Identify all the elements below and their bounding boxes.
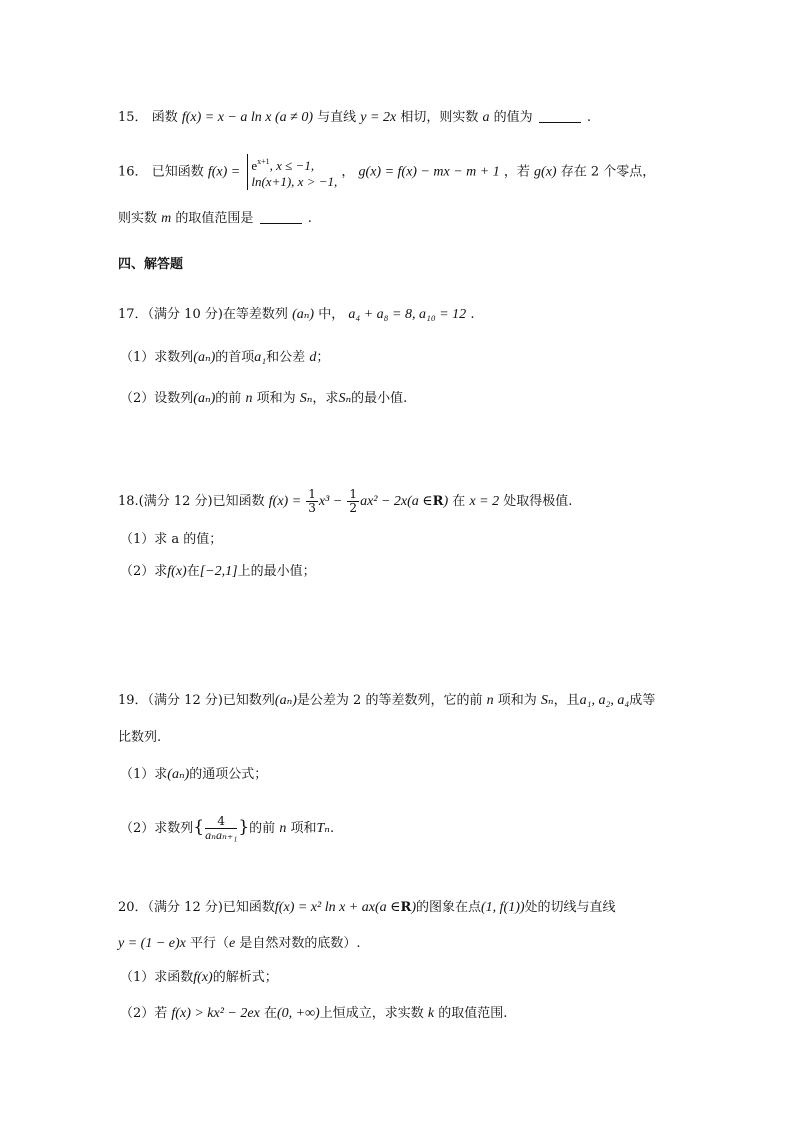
q15-function: f(x) = x − a ln x (a ≠ 0)	[181, 110, 313, 125]
q16-line-2	[118, 210, 312, 228]
q16-text: 则实数	[118, 211, 158, 226]
q20-part-1: （1）求函数f(x)的解析式；	[120, 970, 278, 985]
q15-line-eq: y = 2x	[360, 110, 397, 125]
q17-seq: (aₙ)	[292, 307, 315, 322]
fraction: $\frac{1}{2}$	[349, 487, 358, 515]
q17-end: .	[470, 307, 475, 322]
q19-line-2: 比数列.	[118, 730, 162, 745]
q17-text: 17．（满分 10 分)在等差数列	[118, 307, 288, 322]
q18-line: 18.(满分 12 分)已知函数 f(x) = $\frac{1}{3}$ x³ − $\frac{1}{2}$ ax² − 2x(a ∈R) 在 x = 2 处取得极值.	[118, 487, 573, 515]
q17-part-2: （2）设数列(aₙ)的前 n 项和为 Sₙ，求Sₙ的最小值.	[120, 391, 408, 406]
answer-blank	[260, 211, 302, 224]
q15-text: 与直线	[317, 110, 357, 125]
q18-text: 18.(满分 12 分)已知函数	[118, 494, 265, 509]
q16-variable: m	[161, 211, 172, 226]
q16-text: ，	[341, 164, 355, 180]
q15-text: 的值为	[493, 110, 533, 125]
q19-part-2: （2）求数列{ $\frac{4}{\text{aₙaₙ₊₁}}$ }的前 n 项和Tₙ.	[120, 814, 335, 842]
q17-condition: a₄ + a₈ = 8, a₁₀ = 12	[348, 307, 467, 322]
q16-end: .	[307, 211, 312, 226]
q16-text: 的取值范围是	[175, 211, 254, 226]
piecewise-case-1: $e^{x+1}$, x ≤ −1,	[251, 157, 315, 173]
q18-f-lhs: f(x) =	[268, 494, 302, 509]
q16-g: g(x) = f(x) − mx − m + 1	[358, 164, 500, 180]
q16-text: 已知函数	[151, 164, 204, 180]
q15-text: 函数	[151, 110, 178, 125]
q17-part-1: （1）求数列(aₙ)的首项a₁和公差 d；	[120, 350, 330, 365]
q18-part-1: （1）求 a 的值；	[120, 532, 223, 547]
q20-line: 20．（满分 12 分)已知函数f(x) = x² ln x + ax(a ∈R)的图象在点(1, f(1))处的切线与直线	[118, 900, 616, 915]
q15-text: 相切，则实数	[400, 110, 479, 125]
q16-text: 存在 2 个零点，	[560, 164, 656, 180]
q16-line	[118, 154, 655, 190]
q20-line-2: y = (1 − e)x 平行（e 是自然对数的底数）.	[118, 936, 361, 951]
fraction: $\frac{4}{\text{aₙaₙ₊₁}}$	[205, 814, 238, 842]
q16-g2: g(x)	[534, 164, 557, 180]
answer-blank	[539, 110, 581, 123]
q18-part-2: （2）求f(x)在[−2,1]上的最小值；	[120, 564, 316, 579]
piecewise-case-2: ln(x+1), x > −1,	[251, 174, 338, 189]
section-heading: 四、解答题	[118, 257, 184, 272]
q19-line: 19．（满分 12 分)已知数列(aₙ)是公差为 2 的等差数列，它的前 n 项和为 Sₙ，且a₁, a₂, a₄成等	[118, 693, 656, 708]
q19-part-1: （1）求(aₙ)的通项公式；	[120, 767, 268, 782]
q15-number: 15．	[118, 110, 148, 125]
q15-line	[118, 109, 591, 127]
q17-text: 中，	[318, 307, 345, 322]
q20-part-2: （2）若 f(x) > kx² − 2ex 在(0, +∞)上恒成立，求实数 k 的取值范围.	[120, 1006, 508, 1021]
q16-f-lhs: f(x) =	[207, 164, 241, 180]
q15-end: .	[586, 110, 592, 125]
q16-number: 16．	[118, 164, 148, 180]
q17-line	[118, 306, 474, 324]
q16-text: ，若	[503, 164, 530, 180]
piecewise-brace	[247, 154, 337, 190]
fraction: $\frac{1}{3}$	[308, 487, 316, 515]
q15-variable: a	[482, 110, 490, 125]
